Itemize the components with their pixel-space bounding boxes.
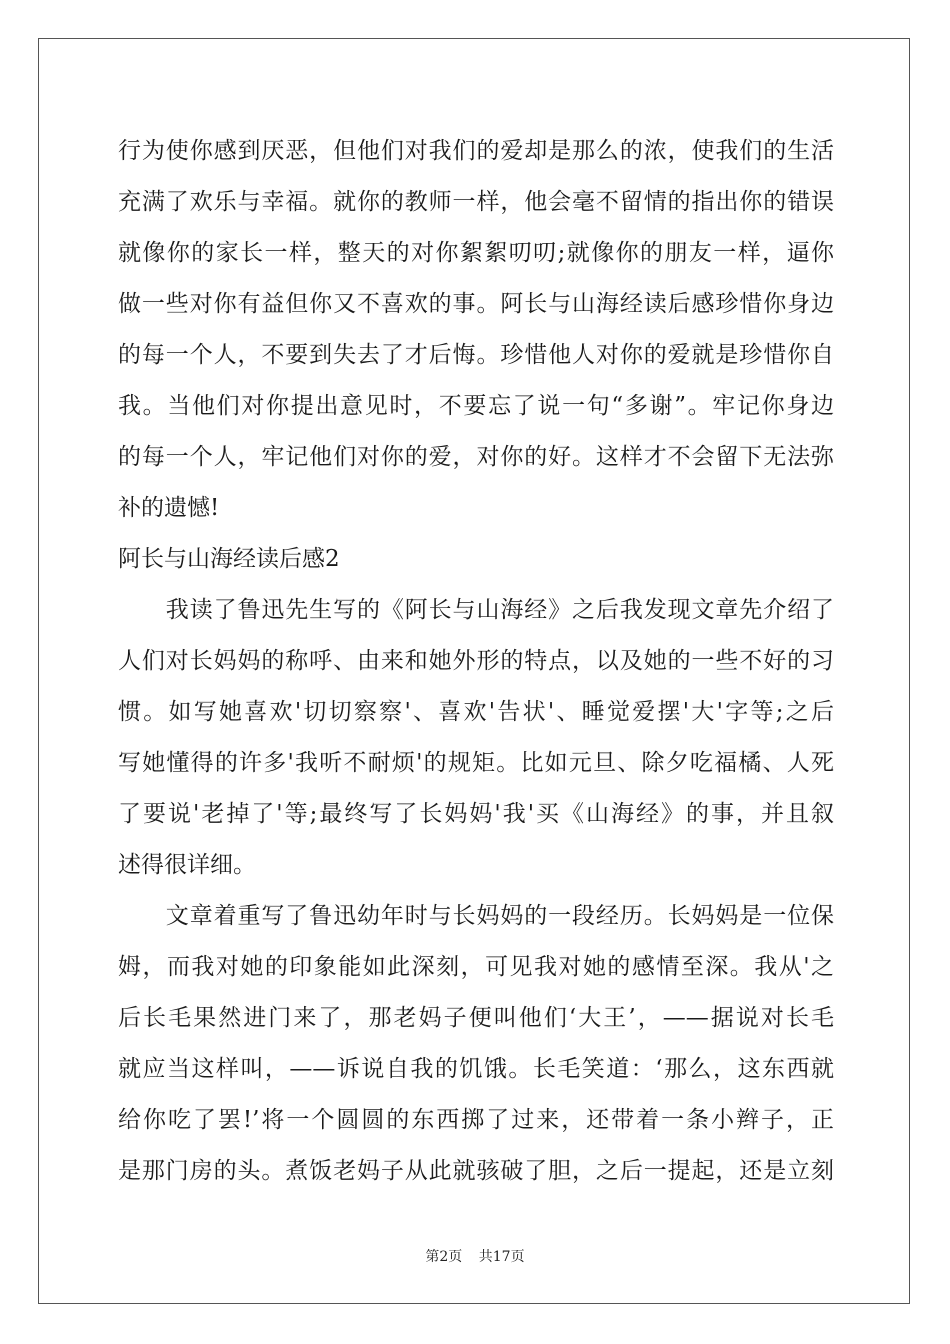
text-line: 姆，而我对她的印象能如此深刻，可见我对她的感情至深。我从'之 [118,954,834,980]
text-line: 人们对长妈妈的称呼、由来和她外形的特点，以及她的一些不好的习 [118,648,834,674]
document-body [118,126,834,1197]
text-line: 是那门房的头。煮饭老妈子从此就骇破了胆，之后一提起，还是立刻 [118,1158,834,1184]
page-total: 共17页 [478,1249,525,1265]
text-line: 述得很详细。 [118,852,256,878]
section-heading: 阿长与山海经读后感2 [118,546,340,572]
text-line: 充满了欢乐与幸福。就你的教师一样，他会毫不留情的指出你的错误 [118,189,834,215]
text-line: 写她懂得的许多'我听不耐烦'的规矩。比如元旦、除夕吃福橘、人死 [118,750,834,776]
text-line: 补的遗憾! [118,495,220,521]
text-line: 我。当他们对你提出意见时，不要忘了说一句“多谢”。牢记你身边 [118,393,834,419]
text-line: 的每一个人，不要到失去了才后悔。珍惜他人对你的爱就是珍惜你自 [118,342,834,368]
text-line: 惯。如写她喜欢'切切察察'、喜欢'告状'、睡觉爱摆'大'字等;之后 [118,699,834,725]
text-line: 做一些对你有益但你又不喜欢的事。阿长与山海经读后感珍惜你身边 [118,291,834,317]
text-line: 就应当这样叫，——诉说自我的饥饿。长毛笑道：‘那么，这东西就 [118,1056,834,1082]
page-number: 第2页 [425,1249,463,1265]
text-line: 给你吃了罢!’将一个圆圆的东西掷了过来，还带着一条小辫子，正 [118,1107,834,1133]
text-line: 我读了鲁迅先生写的《阿长与山海经》之后我发现文章先介绍了 [118,597,834,623]
text-line: 行为使你感到厌恶，但他们对我们的爱却是那么的浓，使我们的生活 [118,138,834,164]
text-line: 的每一个人，牢记他们对你的爱，对你的好。这样才不会留下无法弥 [118,444,834,470]
text-line: 就像你的家长一样，整天的对你絮絮叨叨;就像你的朋友一样，逼你 [118,240,834,266]
text-line: 文章着重写了鲁迅幼年时与长妈妈的一段经历。长妈妈是一位保 [118,903,834,929]
text-line: 了要说'老掉了'等;最终写了长妈妈'我'买《山海经》的事，并且叙 [118,801,834,827]
page-footer [0,1246,950,1266]
text-line: 后长毛果然进门来了，那老妈子便叫他们‘大王’，——据说对长毛 [118,1005,834,1031]
